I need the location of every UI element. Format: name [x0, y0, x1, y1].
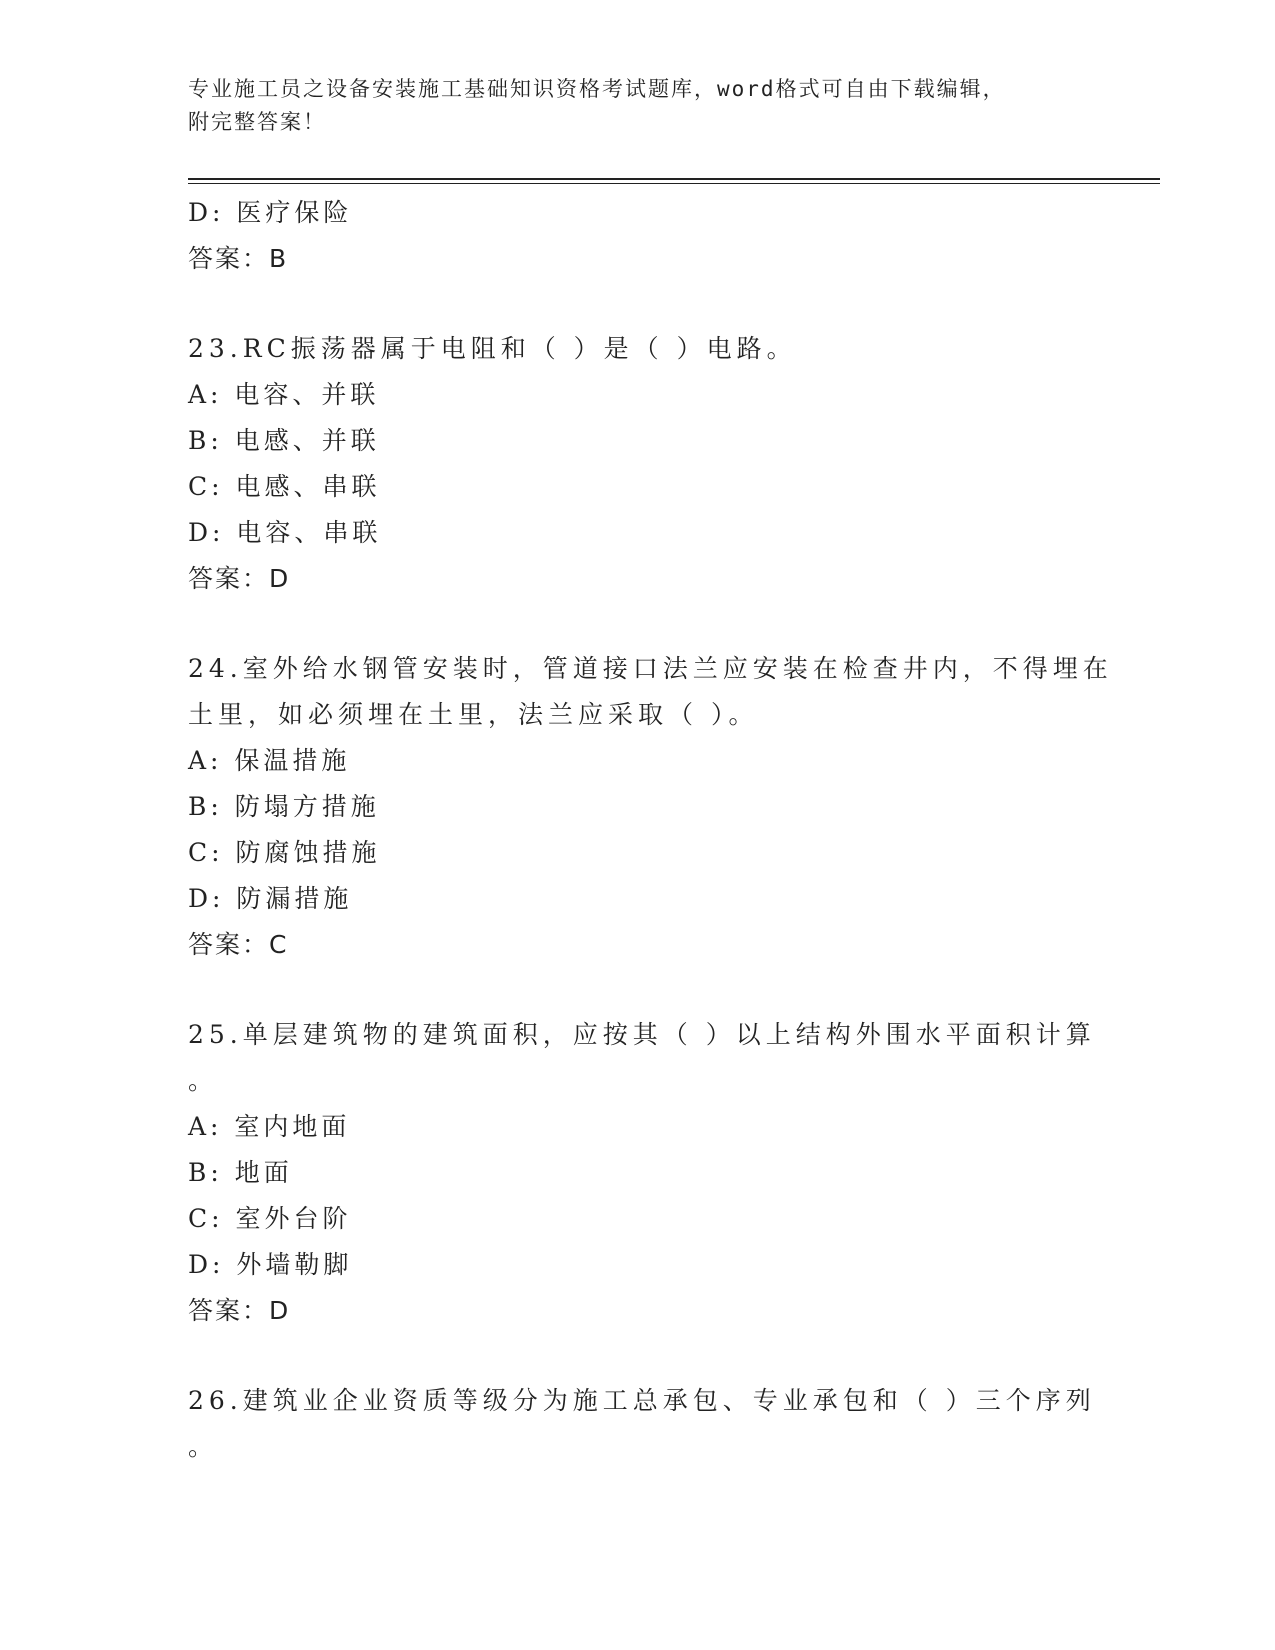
question-content	[188, 190, 1113, 1470]
option-d: D: 电容、串联	[188, 518, 382, 547]
question-stem: 24.室外给水钢管安装时，管道接口法兰应安装在检查井内，不得埋在	[188, 654, 1113, 683]
question-stem: 23.RC振荡器属于电阻和（ ）是（ ）电路。	[188, 334, 797, 363]
header-line-2: 附完整答案！	[188, 110, 326, 134]
prev-option-d: D: 医疗保险	[188, 198, 353, 227]
question-23	[188, 326, 1088, 602]
option-a: A: 室内地面	[188, 1112, 351, 1141]
header-divider-thick	[188, 178, 1160, 180]
question-24	[188, 646, 1113, 968]
question-26	[188, 1378, 1096, 1470]
question-stem: 26.建筑业企业资质等级分为施工总承包、专业承包和（ ）三个序列	[188, 1386, 1096, 1415]
question-stem-continued: 土里，如必须埋在土里，法兰应采取（ ）。	[188, 700, 759, 729]
question-stem: 25.单层建筑物的建筑面积，应按其（ ）以上结构外围水平面积计算	[188, 1020, 1096, 1049]
question-stem-continued: 。	[188, 1432, 219, 1461]
option-c: C: 防腐蚀措施	[188, 838, 381, 867]
option-b: B: 地面	[188, 1158, 293, 1187]
option-d: D: 外墙勒脚	[188, 1250, 353, 1279]
answer: 答案：D	[188, 564, 291, 593]
header-line-1: 专业施工员之设备安装施工基础知识资格考试题库，word格式可自由下载编辑，	[188, 77, 1006, 101]
prev-answer: 答案：B	[188, 244, 289, 273]
document-header	[188, 73, 1068, 139]
answer: 答案：D	[188, 1296, 291, 1325]
option-b: B: 防塌方措施	[188, 792, 380, 821]
question-stem-continued: 。	[188, 1066, 219, 1095]
option-c: C: 电感、串联	[188, 472, 381, 501]
option-a: A: 电容、并联	[188, 380, 380, 409]
option-c: C: 室外台阶	[188, 1204, 352, 1233]
header-divider-thin	[188, 183, 1160, 184]
answer: 答案：C	[188, 930, 289, 959]
option-d: D: 防漏措施	[188, 884, 353, 913]
option-a: A: 保温措施	[188, 746, 351, 775]
question-25	[188, 1012, 1096, 1334]
option-b: B: 电感、并联	[188, 426, 380, 455]
